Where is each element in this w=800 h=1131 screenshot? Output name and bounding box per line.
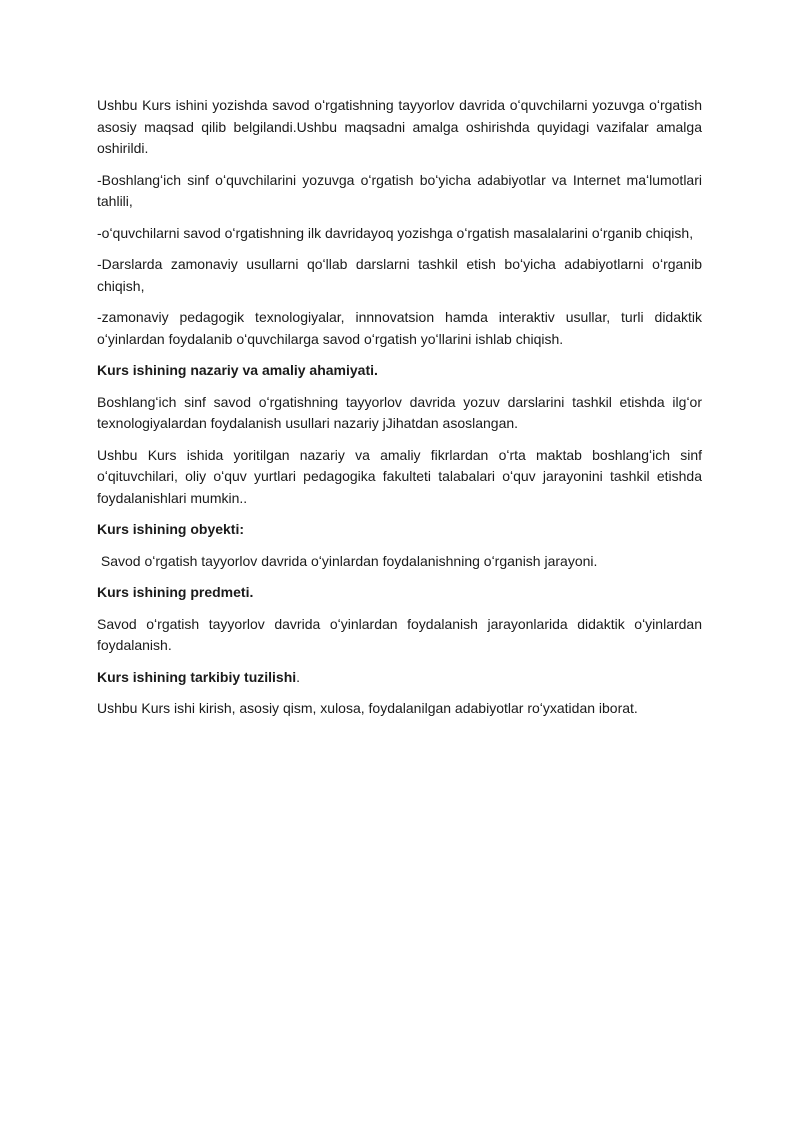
structure-heading (97, 667, 702, 689)
subject-text: Savod oʻrgatish tayyorlov davrida oʻyinlardan foydalanish jarayonlarida didaktik oʻyinlardan foydalanish. (97, 615, 702, 653)
structure-heading-text: Kurs ishining tarkibiy tuzilishi (97, 668, 297, 685)
object-heading: Kurs ishining obyekti: (97, 521, 245, 537)
structure-text: Ushbu Kurs ishi kirish, asosiy qism, xulosa, foydalanilgan adabiyotlar roʻyxatidan iborat. (97, 700, 638, 716)
document-page (97, 95, 702, 730)
task-item: -oʻquvchilarni savod oʻrgatishning ilk davridayoq yozishga oʻrgatish masalalarini oʻrganib chiqish, (97, 224, 694, 241)
task-item: -Darslarda zamonaviy usullarni qoʻllab darslarni tashkil etish boʻyicha adabiyotlarni oʻrganib chiqish, (97, 256, 702, 294)
task-item: -zamonaviy pedagogik texnologiyalar, innnovatsion hamda interaktiv usullar, turli didaktik oʻyinlardan foydalanib oʻquvchilarga savod oʻrgatish yoʻllarini ishlab chiqish. (97, 309, 702, 347)
object-text: Savod oʻrgatish tayyorlov davrida oʻyinlardan foydalanishning oʻrganish jarayoni. (97, 552, 598, 569)
task-item: -Boshlangʻich sinf oʻquvchilarini yozuvga oʻrgatish boʻyicha adabiyotlar va Internet maʻlumotlari tahlili, (97, 171, 702, 209)
significance-paragraph: Ushbu Kurs ishida yoritilgan nazariy va amaliy fikrlardan oʻrta maktab boshlangʻich sinf oʻqituvchilari, oliy oʻquv yurtlari pedagogika fakulteti talabalari oʻquv jarayonini tashkil etishda foydalanishlari mumkin.. (97, 446, 702, 506)
significance-paragraph: Boshlangʻich sinf savod oʻrgatishning tayyorlov davrida yozuv darslarini tashkil etishda ilgʻor texnologiyalardan foydalanish usullari nazariy jJihatdan asoslangan. (97, 393, 702, 431)
intro-paragraph: Ushbu Kurs ishini yozishda savod oʻrgatishning tayyorlov davrida oʻquvchilarni yozuvga oʻrgatish asosiy maqsad qilib belgilandi.Ushbu maqsadni amalga oshirishda quyidagi vazifalar amalga oshirildi. (97, 97, 702, 156)
significance-heading: Kurs ishining nazariy va amaliy ahamiyati. (97, 362, 378, 378)
subject-heading: Kurs ishining predmeti. (97, 584, 254, 600)
structure-heading-tail: . (296, 668, 301, 685)
